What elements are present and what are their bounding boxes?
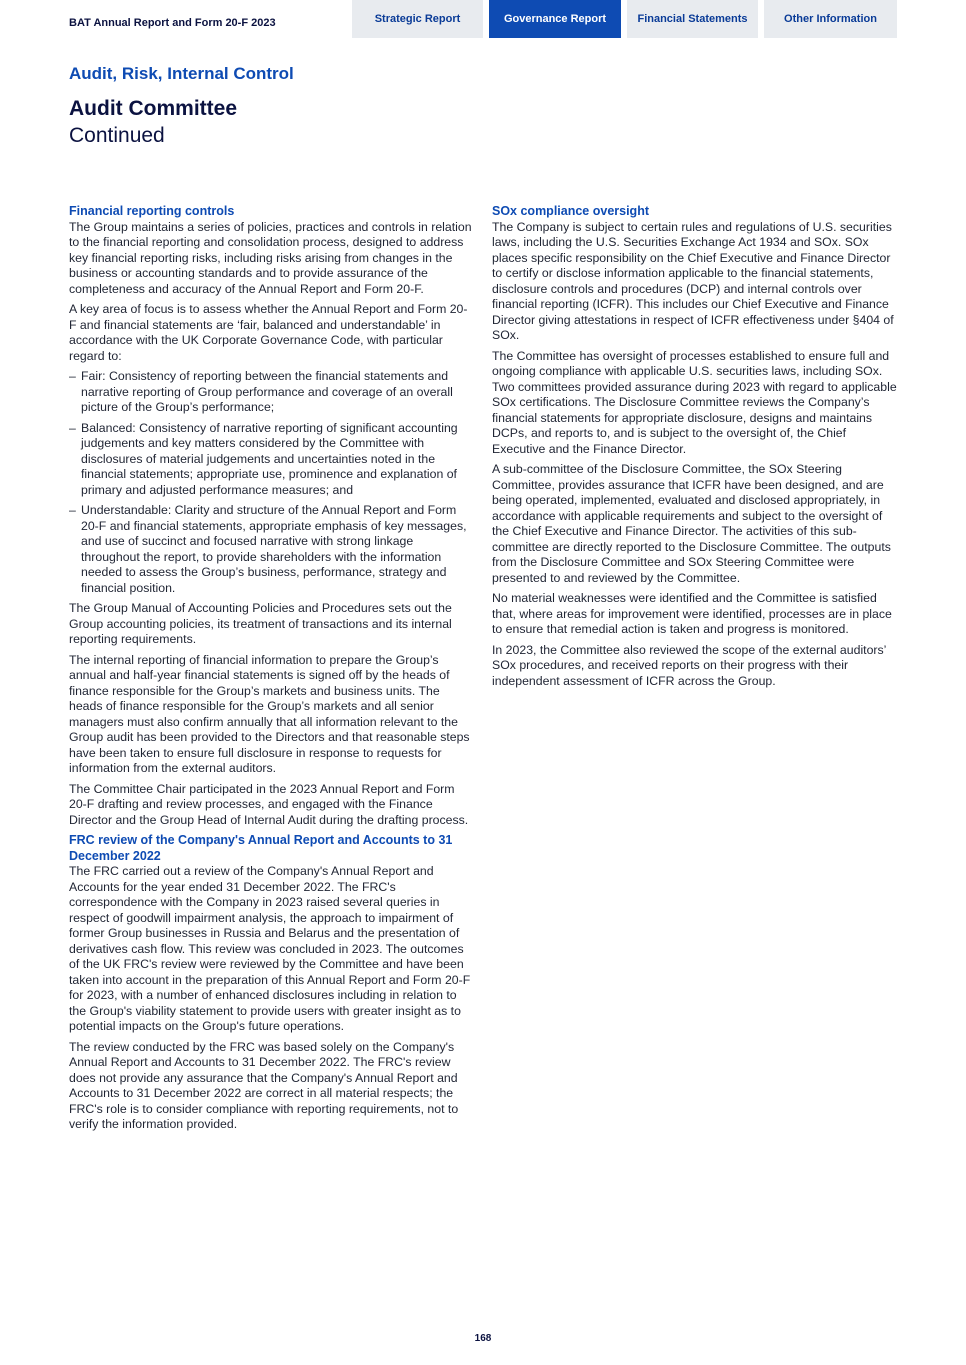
paragraph: A key area of focus is to assess whether the Annual Report and Form 20-F and financial statements are ‘fair, balanced and understandable’ in accordance with the UK Corporate Governance Code, with particular regard to:	[69, 302, 468, 363]
report-title: BAT Annual Report and Form 20-F 2023	[69, 17, 276, 29]
paragraph: In 2023, the Committee also reviewed the scope of the external auditors’ SOx procedures, and received reports on their progress with their independent assessment of ICFR across the Group.	[492, 642, 886, 688]
tab-strategic-report[interactable]: Strategic Report	[352, 0, 483, 38]
paragraph: The Committee has oversight of processes established to ensure full and ongoing compliance with applicable U.S. securities laws, including SOx. Two committees provided assurance during 2023 with regard to applicable SOx certifications. The Disclosure Committee reviews the Company’s financial statements for appropriate disclosure, designs and maintains DCPs, and reports to, and is subject to the oversight of, the Chief Executive and the Finance Director.	[492, 348, 897, 456]
paragraph: The Group maintains a series of policies, practices and controls in relation to the financial reporting and consolidation process, designed to address key financial reporting risks, including risks arising from changes in the business or accounting standards and to provide assurance of the completeness and accuracy of the Annual Report and Form 20-F.	[69, 219, 472, 296]
top-navigation-bar	[0, 0, 966, 38]
heading-financial-reporting-controls: Financial reporting controls	[69, 204, 235, 218]
paragraph: The review conducted by the FRC was based solely on the Company's Annual Report and Accounts to 31 December 2022. The FRC's review does not provide any assurance that the Company's Annual Report and Accounts to 31 December 2022 are correct in all material respects; the FRC's role is to consider compliance with reporting requirements, not to verify the information provided.	[69, 1039, 459, 1131]
paragraph: A sub-committee of the Disclosure Committee, the SOx Steering Committee, provides assurance that ICFR have been designed, and are being operated, implemented, evaluated and disclosed appropriately, in accordance with applicable requirements and subject to the oversight of the Chief Executive and Finance Director. The activities of this sub-committee are directly reported to the Disclosure Committee. The outputs from the Disclosure Committee and SOx Steering Committee were presented to and reviewed by the Committee.	[492, 462, 891, 585]
page-title: Audit Committee	[69, 97, 237, 120]
list-item: – Balanced: Consistency of narrative reporting of significant accounting judgements and key matters considered by the Committee with disclosures of material judgements and uncertainties noted in the financial statements; appropriate use, prominence and explanation of primary and adjusted performance measures; and	[69, 421, 474, 499]
section-label: Audit, Risk, Internal Control	[69, 64, 294, 83]
list-item: – Fair: Consistency of reporting between the financial statements and narrative reporting of Group performance and coverage of an overall picture of the Group’s performance;	[69, 369, 474, 416]
heading-frc-review: FRC review of the Company's Annual Report and Accounts to 31 December 2022	[69, 833, 453, 863]
paragraph: The Group Manual of Accounting Policies and Procedures sets out the Group accounting policies, its treatment of transactions and its internal reporting requirements.	[69, 601, 452, 646]
paragraph: No material weaknesses were identified and the Committee is satisfied that, where areas for improvement were identified, processes are in place to ensure that remedial action is taken and progress is monitored.	[492, 591, 892, 636]
list-item: – Understandable: Clarity and structure of the Annual Report and Form 20-F and financial statements, appropriate emphasis of key messages, and use of succinct and focused narrative with strong linkage throughout the report, to provide shareholders with the information needed to assess the Group’s business, performance, strategy and financial position.	[69, 503, 474, 596]
right-column	[492, 204, 897, 694]
criteria-list	[69, 369, 474, 596]
paragraph: The internal reporting of financial information to prepare the Group’s annual and half-year financial statements is signed off by the heads of finance responsible for the Group’s markets and business units. The heads of finance responsible for the Group’s markets and all senior managers must also confirm annually that all information relevant to the Group audit has been provided to the Directors and that reasonable steps have been taken to ensure full disclosure in response to requests for information from the external auditors.	[69, 652, 470, 775]
paragraph: The Committee Chair participated in the 2023 Annual Report and Form 20-F drafting and review processes, and engaged with the Finance Director and the Group Head of Internal Audit during the drafting process.	[69, 781, 469, 827]
paragraph: The FRC carried out a review of the Company's Annual Report and Accounts for the year ended 31 December 2022. The FRC's correspondence with the Company in 2023 raised several queries in respect of goodwill impairment analysis, the approach to impairment of former Group businesses in Russia and Belarus and the presentation of derivatives cash flow. This review was concluded in 2023. The outcomes of the UK FRC's review were reviewed by the Committee and have been taken into account in the preparation of this Annual Report and Form 20-F for 2023, with a number of enhanced disclosures including in relation to the Group's viability statement to provide users with greater insight as to potential impacts on the Group's future operations.	[69, 864, 471, 1033]
page-subtitle: Continued	[69, 124, 165, 147]
paragraph: The Company is subject to certain rules and regulations of U.S. securities laws, including the U.S. Securities Exchange Act 1934 and SOx. SOx places specific responsibility on the Chief Executive and Finance Director to certify or disclose information applicable to the financial statements, disclosure controls and procedures (DCP) and internal controls over financial reporting (ICFR). This includes our Chief Executive and Finance Director giving attestations in respect of ICFR effectiveness under §404 of SOx.	[492, 219, 894, 342]
tab-financial-statements[interactable]: Financial Statements	[627, 0, 758, 38]
page-number: 168	[474, 1333, 492, 1344]
left-column	[69, 204, 474, 1138]
heading-sox-compliance: SOx compliance oversight	[492, 204, 649, 218]
tab-other-information[interactable]: Other Information	[764, 0, 897, 38]
tab-governance-report[interactable]: Governance Report	[489, 0, 621, 38]
